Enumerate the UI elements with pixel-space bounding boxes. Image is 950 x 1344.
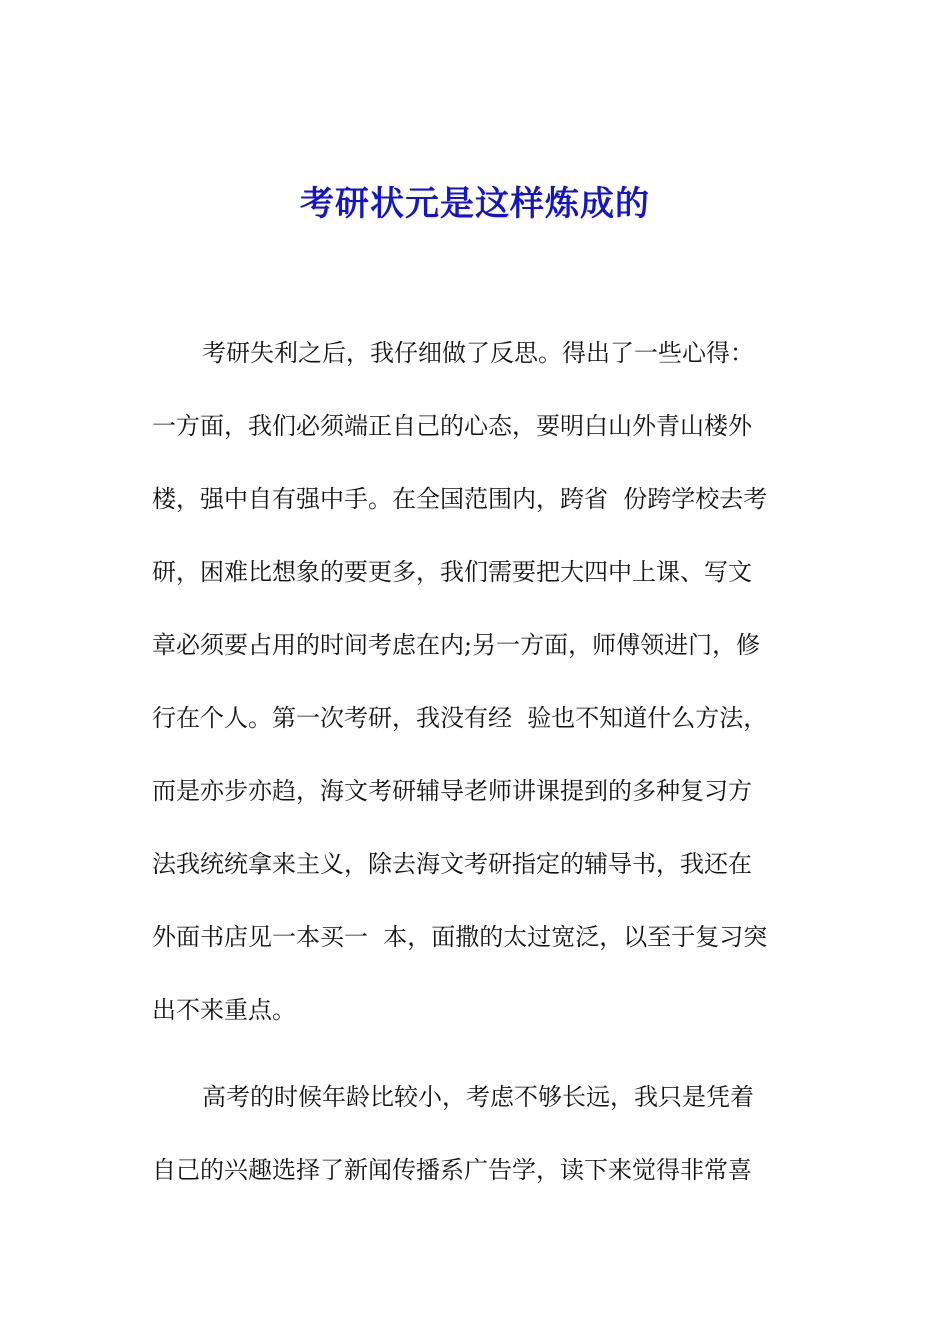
paragraph-line: 自己的兴趣选择了新闻传播系广告学，读下来觉得非常喜: [152, 1156, 752, 1184]
paragraph-line: 而是亦步亦趋，海文考研辅导老师讲课提到的多种复习方: [152, 777, 752, 805]
paragraph-line: 外面书店见一本买一 本，面撒的太过宽泛，以至于复习突: [152, 923, 768, 951]
paragraph-line: 楼，强中自有强中手。在全国范围内，跨省 份跨学校去考: [152, 485, 768, 513]
paragraph-line: 行在个人。第一次考研，我没有经 验也不知道什么方法，: [152, 704, 768, 732]
paragraph-line: 高考的时候年龄比较小，考虑不够长远，我只是凭着: [202, 1083, 754, 1111]
paragraph-line: 一方面，我们必须端正自己的心态，要明白山外青山楼外: [152, 412, 752, 440]
paragraph-line: 出不来重点。: [152, 996, 296, 1024]
paragraph-line: 考研失利之后，我仔细做了反思。得出了一些心得：: [202, 339, 754, 367]
paragraph-line: 研，困难比想象的要更多，我们需要把大四中上课、写文: [152, 558, 752, 586]
paragraph-line: 章必须要占用的时间考虑在内;另一方面，师傅领进门，修: [152, 631, 761, 659]
paragraph-line: 法我统统拿来主义，除去海文考研指定的辅导书，我还在: [152, 850, 752, 878]
document-title: 考研状元是这样炼成的: [300, 184, 650, 224]
